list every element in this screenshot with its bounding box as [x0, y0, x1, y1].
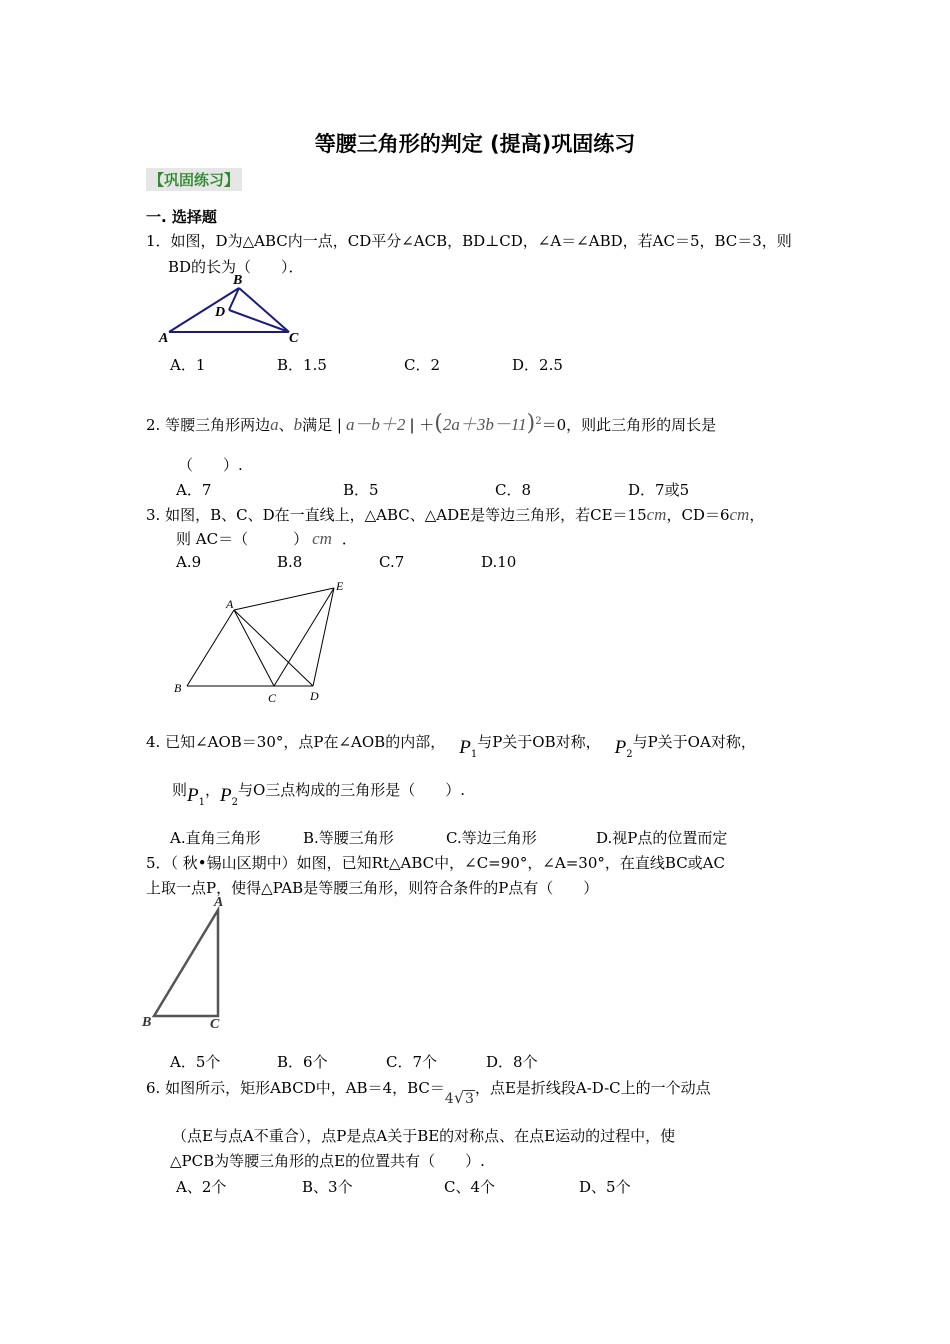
q4-line1-b: 与P关于OB对称，: [477, 733, 601, 751]
q1-option-c: C．2: [404, 356, 441, 374]
q3-unit-3: cm: [312, 529, 332, 548]
q4-option-a: A.直角三角形: [170, 829, 261, 847]
q2-var-a: a: [270, 415, 279, 434]
q3-line2-b: ．: [341, 530, 357, 548]
q4-line2-b: 与O三点构成的三角形是（ ）.: [238, 781, 466, 799]
q2-tail: ＝0，则此三角形的周长是: [541, 416, 717, 434]
q5-option-c: C．7个: [386, 1053, 438, 1071]
q2-option-d: D．7或5: [628, 481, 690, 499]
q3-line2-a: 则 AC＝（ ）: [176, 530, 309, 548]
q4-option-b: B.等腰三角形: [303, 829, 394, 847]
q3-label-b: B: [174, 681, 182, 695]
q3-option-b: B.8: [277, 553, 303, 571]
q6-option-a: A、2个: [176, 1178, 227, 1196]
q5-label-b: B: [142, 1015, 152, 1030]
q3-line1-c: ，: [749, 506, 765, 524]
q3-option-a: A.9: [176, 553, 202, 571]
q3-edge-ac: [234, 610, 274, 686]
q1-edge-bc: [239, 288, 289, 332]
q6-line1-a: 6. 如图所示，矩形ABCD中，AB＝4，BC＝: [146, 1079, 445, 1097]
q3-edge-ae: [234, 588, 334, 610]
q2-mid: 满足 |: [302, 416, 342, 434]
q1-label-d: D: [215, 305, 226, 320]
q3-edge-ce: [274, 588, 334, 686]
q4-sub2: 2: [626, 749, 633, 760]
q2-prefix: 2. 等腰三角形两边: [146, 416, 271, 434]
q1-option-b: B．1.5: [277, 356, 327, 374]
q6-line1-b: ，点E是折线段A-D-C上的一个动点: [474, 1079, 711, 1097]
q5-figure: [138, 892, 238, 1034]
q2-mid2: | ＋: [409, 416, 435, 434]
q5-option-a: A．5个: [170, 1053, 221, 1071]
q3-figure: [168, 578, 358, 706]
q3-edge-ad: [234, 610, 313, 686]
q3-label-a: A: [226, 597, 234, 611]
q4-line2-sub2: 2: [231, 797, 238, 808]
q1-option-d: D．2.5: [512, 356, 563, 374]
q3-edge-de: [313, 588, 334, 686]
q4-line1-c: 与P关于OA对称，: [632, 733, 756, 751]
q2-line1: 2. 等腰三角形两边a、b满足 | a－b＋2 | $+(2a+3b-11)^2=0$，则此三角形的周长是: [146, 411, 717, 436]
q6-coef: 4: [444, 1091, 454, 1107]
q2-var-b: b: [293, 415, 303, 434]
page-title: 等腰三角形的判定 (提高)巩固练习: [314, 132, 636, 156]
q1-label-c: C: [289, 331, 299, 346]
q4-line2-sub1: 1: [198, 797, 205, 808]
q4-line2-a: 则: [172, 781, 188, 799]
q3-line1: [146, 504, 764, 525]
q3-option-d: D.10: [481, 553, 517, 571]
q2-abs-expr: a－b＋2: [345, 415, 406, 434]
q6-line2: （点E与点A不重合），点P是点A关于BE的对称点、在点E运动的过程中，使: [172, 1127, 676, 1145]
q1-label-a: A: [159, 331, 169, 346]
q5-line2: 上取一点P，使得△PAB是等腰三角形，则符合条件的P点有（ ）: [146, 879, 599, 897]
q4-line2-comma: ，: [205, 781, 221, 799]
q3-option-c: C.7: [379, 553, 405, 571]
q2-paren-expr: 2a＋3b－11: [442, 415, 527, 434]
q2-sup: 2: [535, 416, 542, 427]
q5-option-b: B．6个: [277, 1053, 328, 1071]
q5-label-c: C: [210, 1017, 220, 1032]
q3-edge-ab: [187, 610, 234, 686]
q3-unit-2: cm: [729, 505, 750, 524]
q5-line1: 5．（ 秋•锡山区期中）如图，已知Rt△ABC中，∠C=90°，∠A=30°，在直线BC或AC: [146, 854, 725, 872]
q6-line1: [146, 1077, 711, 1107]
q3-line2: [176, 528, 357, 549]
q6-rad: 3: [465, 1091, 474, 1107]
q2-option-c: C．8: [495, 481, 532, 499]
q3-label-c: C: [268, 691, 277, 705]
q4-line1-a: 4. 已知∠AOB＝30°，点P在∠AOB的内部，: [146, 733, 446, 751]
q4-line2-p1: P: [187, 785, 199, 806]
q2-sep: 、: [278, 416, 294, 434]
section-tag: 【巩固练习】: [146, 168, 242, 191]
q1-edge-ab: [169, 288, 239, 332]
q3-label-d: D: [310, 689, 319, 703]
section-heading: 一. 选择题: [146, 208, 217, 226]
q4-p2: P: [614, 737, 627, 758]
q1-label-b: B: [233, 273, 243, 288]
q4-p1: P: [459, 737, 471, 758]
q4-option-c: C.等边三角形: [446, 829, 537, 847]
q5-option-d: D．8个: [486, 1053, 538, 1071]
q6-option-b: B、3个: [302, 1178, 353, 1196]
q4-option-d: D.视P点的位置而定: [596, 829, 728, 847]
q4-line1: [146, 731, 756, 760]
q4-line2: [172, 779, 466, 808]
q1-edge-dc: [229, 310, 289, 332]
q2-option-b: B．5: [343, 481, 379, 499]
q2-option-a: A．7: [176, 481, 212, 499]
q6-radical: 4√3: [444, 1088, 474, 1107]
q5-label-a: A: [214, 895, 224, 910]
q3-label-e: E: [336, 579, 344, 593]
q3-line1-a: 3. 如图，B、C、D在一直线上，△ABC、△ADE是等边三角形，若CE＝15: [146, 506, 647, 524]
q2-line2: （ ）.: [178, 456, 243, 474]
q3-unit-1: cm: [646, 505, 667, 524]
q5-triangle: [154, 910, 218, 1016]
q4-sub1: 1: [470, 749, 478, 760]
q4-line2-p2: P: [220, 785, 232, 806]
q6-option-d: D、5个: [579, 1178, 631, 1196]
q1-line1: 1．如图，D为△ABC内一点，CD平分∠ACB，BD⊥CD，∠A＝∠ABD，若AC＝5，BC＝3，则: [146, 232, 792, 250]
q6-option-c: C、4个: [444, 1178, 496, 1196]
q1-line2: BD的长为（ ）．: [168, 258, 304, 276]
q6-line3: △PCB为等腰三角形的点E的位置共有（ ）.: [170, 1152, 485, 1170]
q1-option-a: A．1: [170, 356, 206, 374]
q1-figure: [155, 272, 315, 346]
q3-line1-b: ，CD＝6: [666, 506, 730, 524]
